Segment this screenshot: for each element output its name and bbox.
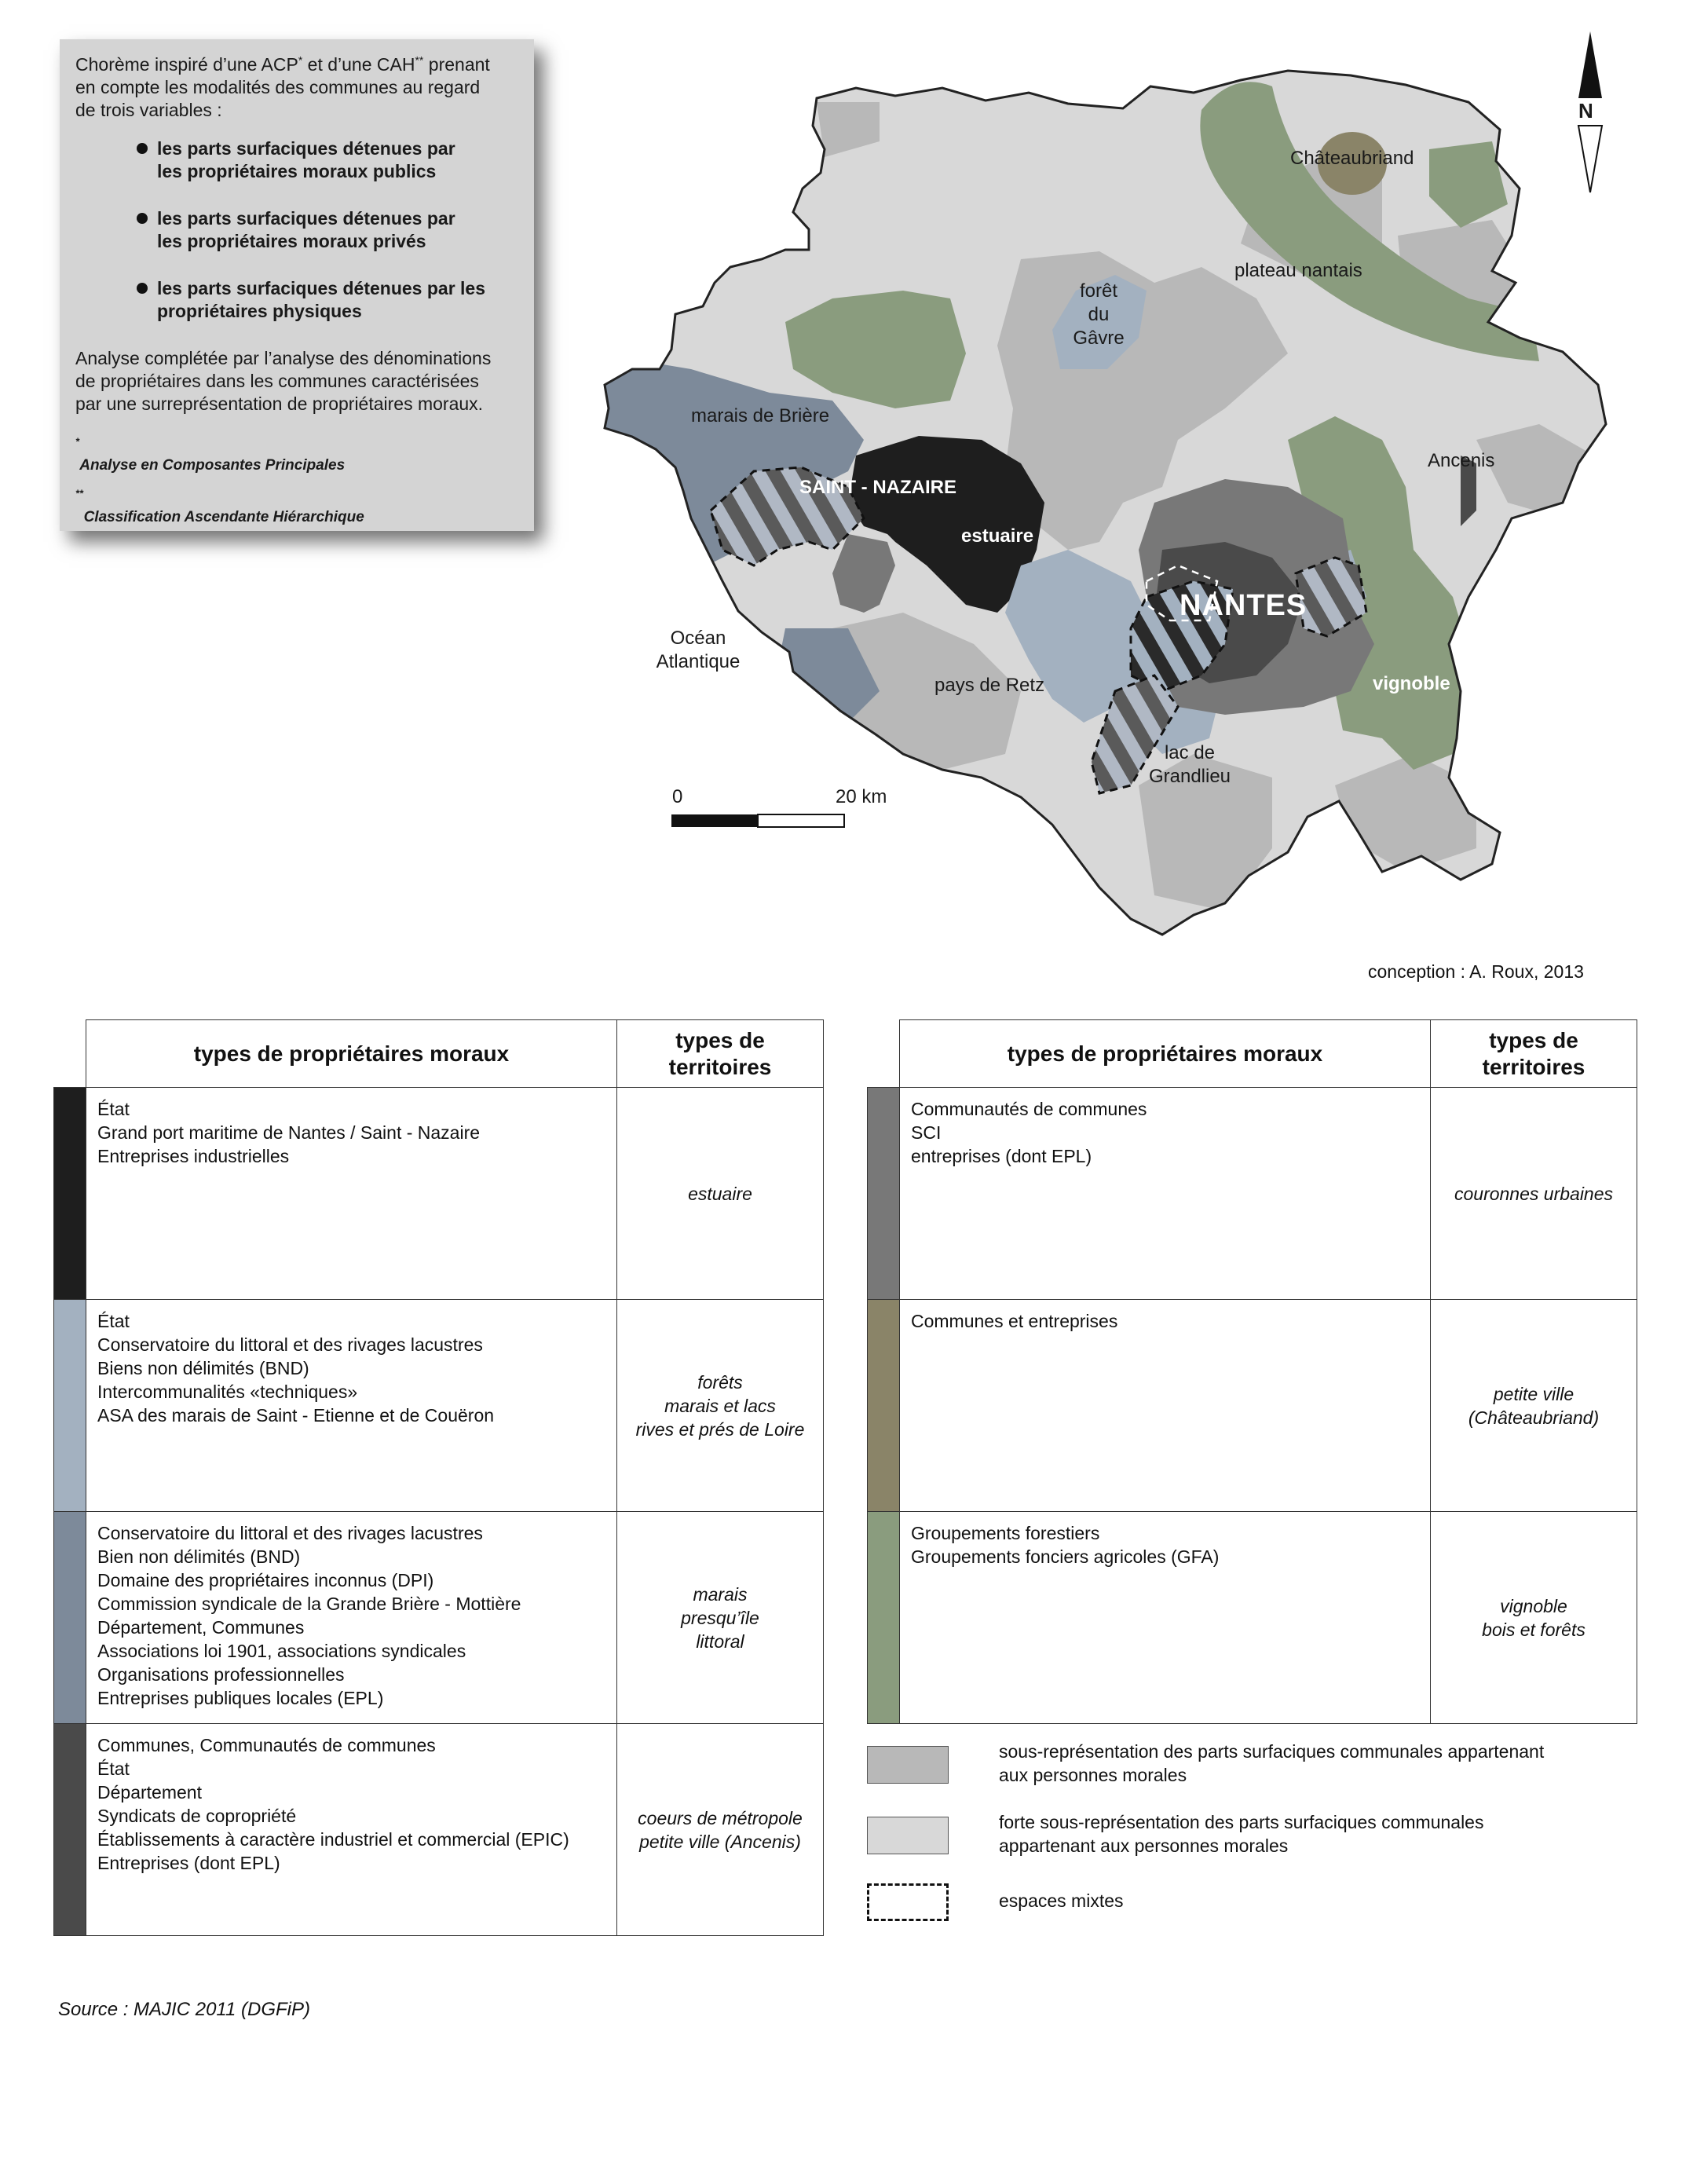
info-intro-line-3: de trois variables : [75, 100, 222, 120]
color-swatch-black [54, 1088, 86, 1300]
label-plateau-nantais: plateau nantais [1234, 260, 1362, 281]
header-territory-types: types de territoires [617, 1020, 824, 1088]
source-note: Source : MAJIC 2011 (DGFiP) [58, 1999, 310, 2020]
north-label: N [1578, 99, 1593, 123]
owner-list: État Grand port maritime de Nantes / Saint - Nazaire Entreprises industrielles [86, 1088, 617, 1300]
legend-row-dark-grey [54, 1724, 824, 1936]
territory-list: marais presqu’île littoral [617, 1512, 824, 1724]
legend-table-right [867, 1019, 1637, 1724]
variable-item: les parts surfaciques détenues par les propriétaires physiques [75, 277, 518, 323]
territory-list: vignoble bois et forêts [1431, 1512, 1637, 1724]
label-estuaire: estuaire [961, 525, 1034, 547]
label-vignoble: vignoble [1373, 673, 1450, 694]
swatch-espaces-mixtes [867, 1883, 949, 1921]
swatch-forte-sous-representation [867, 1817, 949, 1854]
label-marais-briere: marais de Brière [691, 405, 830, 426]
territory-list: petite ville (Châteaubriand) [1431, 1300, 1637, 1512]
color-swatch-green [868, 1512, 900, 1724]
owner-list: Groupements forestiers Groupements fonciers agricoles (GFA) [900, 1512, 1431, 1724]
owner-list: Conservatoire du littoral et des rivages lacustres Bien non délimités (BND) Domaine des propriétaires inconnus (DPI) Commission syndicale de la Grande Brière - Mottière Département, Communes Associations loi 1901, associations syndicales Organisations professionnelles Entreprises publiques locales (EPL) [86, 1512, 617, 1724]
legend-row-mid-grey [868, 1088, 1637, 1300]
owner-list: Communes, Communautés de communes État Département Syndicats de copropriété Établissements à caractère industriel et commercial (EPIC) Entreprises (dont EPL) [86, 1724, 617, 1936]
label-saint-nazaire: SAINT - NAZAIRE [799, 477, 956, 498]
owner-list: Communautés de communes SCI entreprises (dont EPL) [900, 1088, 1431, 1300]
info-intro-line-2: en compte les modalités des communes au regard [75, 77, 481, 97]
legend-row-green [868, 1512, 1637, 1724]
color-swatch-dark-grey [54, 1724, 86, 1936]
scale-bar [671, 814, 844, 827]
label-nantes: NANTES [1180, 589, 1308, 622]
legend-forte-sous-representation: forte sous-représentation des parts surfaciques communales appartenant aux personnes morales [999, 1812, 1484, 1856]
legend-row-light-blue [54, 1300, 824, 1512]
owner-list: État Conservatoire du littoral et des rivages lacustres Biens non délimités (BND) Intercommunalités «techniques» ASA des marais de Saint - Etienne et de Couëron [86, 1300, 617, 1512]
footnote-acp: * Analyse en Composantes Principales [75, 435, 346, 474]
scale-start-label: 0 [672, 786, 683, 807]
label-lac-grandlieu: lac de Grandlieu [1148, 742, 1231, 787]
legend-row-olive [868, 1300, 1637, 1512]
territory-list: estuaire [617, 1088, 824, 1300]
variable-item: les parts surfaciques détenues par les propriétaires moraux privés [75, 207, 518, 253]
color-swatch-olive [868, 1300, 900, 1512]
legend-table-left [53, 1019, 824, 1936]
analysis-text: Analyse complétée par l’analyse des dénominations de propriétaires dans les communes caractérisées par une surreprésentation de propriétaires moraux. [75, 348, 492, 414]
swatch-sous-representation [867, 1746, 949, 1784]
label-pays-de-retz: pays de Retz [934, 675, 1045, 696]
legend-espaces-mixtes: espaces mixtes [999, 1890, 1124, 1911]
owner-list: Communes et entreprises [900, 1300, 1431, 1512]
territory-list: coeurs de métropole petite ville (Ancenis) [617, 1724, 824, 1936]
header-owner-types: types de propriétaires moraux [86, 1020, 617, 1088]
map-credit: conception : A. Roux, 2013 [1368, 961, 1584, 982]
scale-end-label: 20 km [836, 786, 887, 807]
header-owner-types: types de propriétaires moraux [900, 1020, 1431, 1088]
swatch-header [868, 1020, 900, 1088]
label-ocean-atlantique: Océan Atlantique [656, 628, 741, 672]
territory-list: couronnes urbaines [1431, 1088, 1637, 1300]
info-intro-line-1: Chorème inspiré d’une ACP* et d’une CAH** prenant [75, 53, 490, 75]
variable-item: les parts surfaciques détenues par les propriétaires moraux publics [75, 137, 518, 183]
header-territory-types: types de territoires [1431, 1020, 1637, 1088]
color-swatch-light-blue [54, 1300, 86, 1512]
color-swatch-slate-blue [54, 1512, 86, 1724]
footnote-cah: ** Classification Ascendante Hiérarchique [75, 487, 364, 525]
legend-row-slate-blue [54, 1512, 824, 1724]
label-chateaubriand: Châteaubriand [1290, 148, 1414, 169]
swatch-header [54, 1020, 86, 1088]
label-foret-gavre: forêt du Gâvre [1073, 280, 1125, 349]
label-ancenis: Ancenis [1428, 450, 1495, 471]
color-swatch-mid-grey [868, 1088, 900, 1300]
territory-list: forêts marais et lacs rives et prés de Loire [617, 1300, 824, 1512]
legend-row-black [54, 1088, 824, 1300]
legend-sous-representation: sous-représentation des parts surfaciques communales appartenant aux personnes morales [999, 1741, 1545, 1785]
